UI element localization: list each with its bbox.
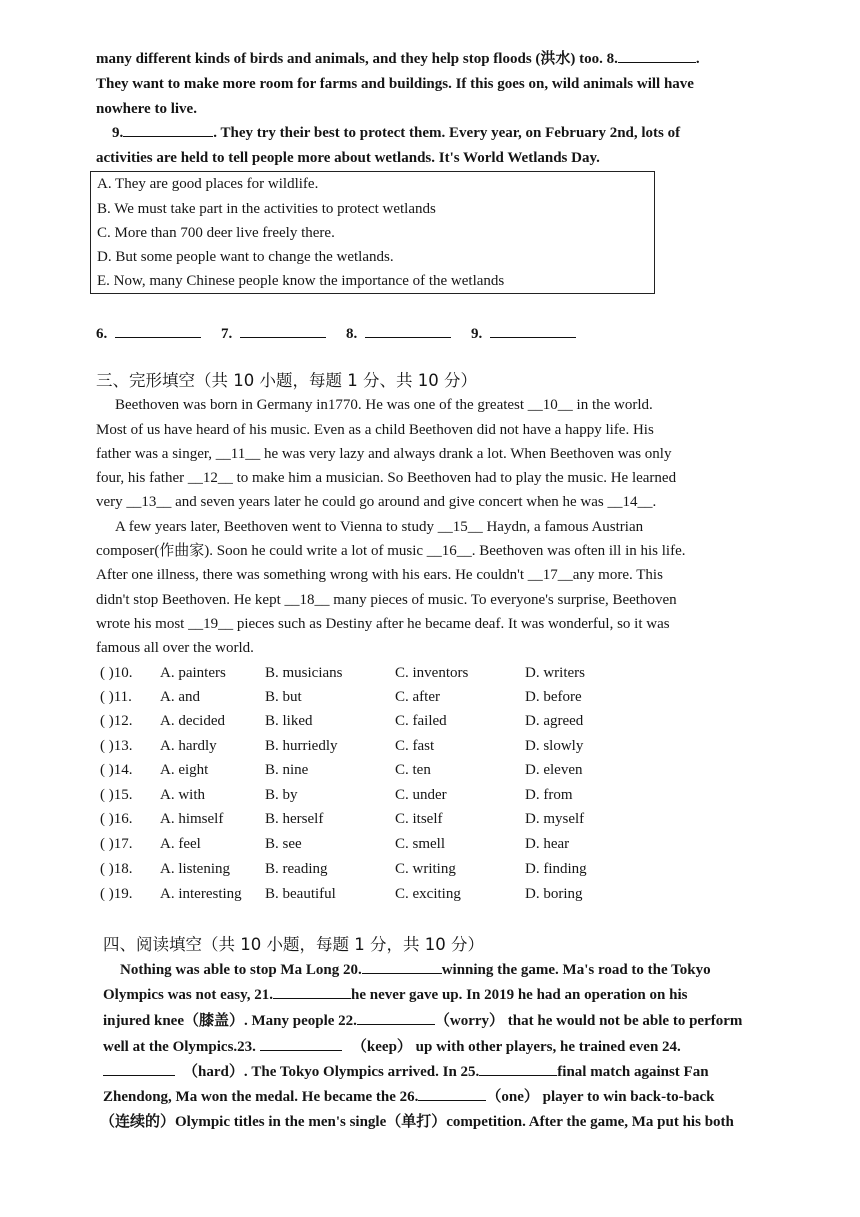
question-row: ( )13. A. hardly B. hurriedly C. fast D. slowly: [100, 738, 584, 754]
question-row: ( )14. A. eight B. nine C. ten D. eleven: [100, 762, 583, 778]
question-row: ( )19. A. interesting B. beautiful C. exciting D. boring: [100, 886, 583, 902]
answer-blank-26[interactable]: [418, 1085, 486, 1101]
cloze-line: wrote his most __19__ pieces such as Destiny after he became deaf. It was wonderful, so it was: [96, 616, 670, 632]
question-row: ( )16. A. himself B. herself C. itself D. myself: [100, 811, 585, 827]
answer-blank-24[interactable]: [103, 1060, 175, 1076]
passage-line: many different kinds of birds and animals, and they help stop floods (洪水) too. 8. .: [96, 47, 760, 71]
reading-line: Olympics was not easy, 21. he never gave up. In 2019 he had an operation on his: [103, 983, 759, 1008]
cloze-line: father was a singer, __11__ he was very lazy and always drank a lot. When Beethoven was only: [96, 446, 672, 462]
reading-line: Nothing was able to stop Ma Long 20. winning the game. Ma's road to the Tokyo: [120, 958, 776, 983]
answer-blank-23[interactable]: [260, 1035, 342, 1051]
cloze-line: Most of us have heard of his music. Even as a child Beethoven did not have a happy life. His: [96, 422, 654, 438]
answer-blank-9[interactable]: [490, 322, 576, 338]
reading-line: Zhendong, Ma won the medal. He became the 26. （one） player to win back-to-back: [103, 1085, 759, 1110]
answer-blank-20[interactable]: [362, 958, 442, 974]
reading-line: （hard）. The Tokyo Olympics arrived. In 25. final match against Fan: [103, 1060, 759, 1085]
passage-line: nowhere to live.: [96, 101, 197, 117]
question-row: ( )10. A. painters B. musicians C. inventors D. writers: [100, 665, 585, 681]
section-4-title: 四、阅读填空（共 10 小题，每题 1 分，共 10 分）: [103, 935, 484, 954]
cloze-line: famous all over the world.: [96, 640, 254, 656]
cloze-line: didn't stop Beethoven. He kept __18__ many pieces of music. To everyone's surprise, Beethoven: [96, 592, 677, 608]
answer-blank-8[interactable]: [365, 322, 451, 338]
option-c: C. More than 700 deer live freely there.: [97, 225, 335, 241]
question-row: ( )17. A. feel B. see C. smell D. hear: [100, 836, 570, 852]
question-row: ( )12. A. decided B. liked C. failed D. agreed: [100, 713, 584, 729]
option-d: D. But some people want to change the wetlands.: [97, 249, 394, 265]
reading-line: （连续的）Olympic titles in the men's single（单打）competition. After the game, Ma put his both: [100, 1114, 734, 1130]
cloze-line: Beethoven was born in Germany in1770. He was one of the greatest __10__ in the world.: [115, 397, 653, 413]
answer-blank[interactable]: [123, 121, 213, 137]
cloze-line: A few years later, Beethoven went to Vienna to study __15__ Haydn, a famous Austrian: [115, 519, 644, 535]
passage-line: They want to make more room for farms and buildings. If this goes on, wild animals will have: [96, 76, 694, 92]
answer-blank-6[interactable]: [115, 322, 201, 338]
reading-line: well at the Olympics.23. （keep） up with other players, he trained even 24.: [103, 1035, 759, 1060]
answer-blank[interactable]: [618, 47, 696, 63]
section-3-title: 三、完形填空（共 10 小题，每题 1 分、共 10 分）: [96, 371, 477, 390]
option-b: B. We must take part in the activities to protect wetlands: [97, 201, 436, 217]
options-box: [90, 171, 655, 294]
passage-line: 9. . They try their best to protect them. Every year, on February 2nd, lots of: [112, 121, 776, 145]
option-a: A. They are good places for wildlife.: [97, 176, 319, 192]
cloze-line: After one illness, there was something wrong with his ears. He couldn't __17__any more. This: [96, 567, 663, 583]
cloze-line: four, his father __12__ to make him a musician. So Beethoven had to play the music. He learned: [96, 470, 677, 486]
question-row: ( )11. A. and B. but C. after D. before: [100, 689, 582, 705]
cloze-line: composer(作曲家). Soon he could write a lot of music __16__. Beethoven was often ill in his life.: [96, 543, 686, 559]
reading-line: injured knee（膝盖）. Many people 22. （worry） that he would not be able to perform: [103, 1009, 759, 1034]
answer-row: 6. 7. 8. 9.: [96, 322, 592, 346]
cloze-line: very __13__ and seven years later he could go around and give concert when he was __14__.: [96, 494, 657, 510]
question-row: ( )15. A. with B. by C. under D. from: [100, 787, 573, 803]
answer-blank-21[interactable]: [273, 983, 351, 999]
option-e: E. Now, many Chinese people know the importance of the wetlands: [97, 273, 505, 289]
answer-blank-25[interactable]: [479, 1060, 557, 1076]
passage-line: activities are held to tell people more about wetlands. It's World Wetlands Day.: [96, 150, 600, 166]
answer-blank-22[interactable]: [357, 1009, 435, 1025]
answer-blank-7[interactable]: [240, 322, 326, 338]
question-row: ( )18. A. listening B. reading C. writing D. finding: [100, 861, 587, 877]
